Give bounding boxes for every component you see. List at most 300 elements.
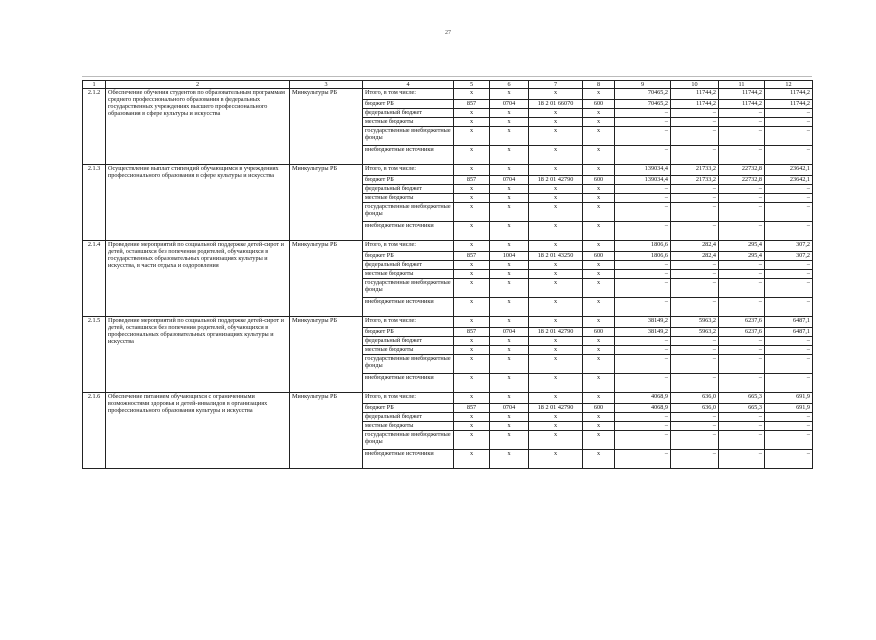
cell-c8: x xyxy=(583,393,615,404)
cell-c11: – xyxy=(719,450,765,469)
cell-c9: 139034,4 xyxy=(615,165,671,176)
column-number: 3 xyxy=(290,81,363,89)
funding-source: государственные внебюджетные фонды xyxy=(363,203,454,222)
funding-source: местные бюджеты xyxy=(363,194,454,203)
column-number-row xyxy=(83,81,813,89)
measure-code: 2.1.5 xyxy=(83,317,106,393)
cell-c6: x xyxy=(490,165,529,176)
cell-c7: x xyxy=(529,450,583,469)
cell-c10: – xyxy=(671,279,719,298)
cell-c9: – xyxy=(615,346,671,355)
cell-c11: 11744,2 xyxy=(719,100,765,109)
funding-source: Итого, в том числе: xyxy=(363,89,454,100)
cell-c9: – xyxy=(615,222,671,241)
cell-c9: – xyxy=(615,298,671,317)
cell-c12: – xyxy=(765,127,813,146)
measure-title: Обеспечение питанием обучающихся с ограниченными возможностями здоровья и детей-инвалидов в организациях профессионального образования культуры и искусства xyxy=(106,393,290,469)
funding-source: внебюджетные источники xyxy=(363,222,454,241)
cell-c5: 857 xyxy=(454,100,490,109)
cell-c6: x xyxy=(490,185,529,194)
cell-c10: – xyxy=(671,261,719,270)
cell-c12: 23642,1 xyxy=(765,176,813,185)
cell-c8: x xyxy=(583,146,615,165)
cell-c10: – xyxy=(671,355,719,374)
cell-c8: x xyxy=(583,431,615,450)
cell-c10: – xyxy=(671,413,719,422)
cell-c6: x xyxy=(490,270,529,279)
cell-c10: 636,0 xyxy=(671,393,719,404)
cell-c11: – xyxy=(719,422,765,431)
cell-c11: 11744,2 xyxy=(719,89,765,100)
cell-c12: 307,2 xyxy=(765,252,813,261)
cell-c9: 70465,2 xyxy=(615,89,671,100)
cell-c10: – xyxy=(671,118,719,127)
cell-c10: – xyxy=(671,270,719,279)
cell-c6: x xyxy=(490,393,529,404)
funding-source: бюджет РБ xyxy=(363,404,454,413)
cell-c12: 11744,2 xyxy=(765,100,813,109)
cell-c11: – xyxy=(719,261,765,270)
cell-c11: – xyxy=(719,185,765,194)
measure-title: Обеспечение обучения студентов по образовательным программам среднего профессионального образования в федеральных государственных учреждениях высшего профессионального образования в сфере культуры и искусства xyxy=(106,89,290,165)
cell-c12: – xyxy=(765,109,813,118)
table-row xyxy=(83,393,813,404)
cell-c11: – xyxy=(719,374,765,393)
cell-c8: x xyxy=(583,203,615,222)
executor: Минкультуры РБ xyxy=(290,317,363,393)
cell-c7: x xyxy=(529,374,583,393)
cell-c7: x xyxy=(529,109,583,118)
page-number: 27 xyxy=(445,30,451,36)
cell-c10: 11744,2 xyxy=(671,89,719,100)
cell-c11: – xyxy=(719,355,765,374)
cell-c5: x xyxy=(454,346,490,355)
cell-c8: x xyxy=(583,346,615,355)
cell-c11: – xyxy=(719,203,765,222)
cell-c12: – xyxy=(765,413,813,422)
cell-c6: x xyxy=(490,146,529,165)
cell-c6: x xyxy=(490,194,529,203)
cell-c8: x xyxy=(583,261,615,270)
cell-c11: – xyxy=(719,298,765,317)
cell-c7: x xyxy=(529,185,583,194)
cell-c7: x xyxy=(529,413,583,422)
cell-c10: 5963,2 xyxy=(671,317,719,328)
cell-c5: x xyxy=(454,261,490,270)
cell-c10: – xyxy=(671,222,719,241)
column-number: 10 xyxy=(671,81,719,89)
cell-c7: x xyxy=(529,355,583,374)
cell-c8: x xyxy=(583,317,615,328)
measure-title: Проведение мероприятий по социальной поддержке детей-сирот и детей, оставшихся без попечения родителей, обучающихся в профессиональных образовательных организациях культуры и искусства xyxy=(106,317,290,393)
cell-c6: 0704 xyxy=(490,328,529,337)
cell-c7: 18 2 01 42790 xyxy=(529,176,583,185)
cell-c8: 600 xyxy=(583,404,615,413)
measure-code: 2.1.3 xyxy=(83,165,106,241)
funding-source: бюджет РБ xyxy=(363,100,454,109)
funding-source: государственные внебюджетные фонды xyxy=(363,279,454,298)
cell-c10: – xyxy=(671,127,719,146)
cell-c6: 0704 xyxy=(490,100,529,109)
cell-c10: – xyxy=(671,185,719,194)
cell-c5: x xyxy=(454,165,490,176)
funding-source: государственные внебюджетные фонды xyxy=(363,127,454,146)
cell-c9: – xyxy=(615,261,671,270)
cell-c8: x xyxy=(583,270,615,279)
cell-c11: 22732,8 xyxy=(719,165,765,176)
cell-c12: 691,9 xyxy=(765,404,813,413)
cell-c7: x xyxy=(529,203,583,222)
cell-c5: x xyxy=(454,317,490,328)
funding-source: Итого, в том числе: xyxy=(363,393,454,404)
cell-c7: x xyxy=(529,317,583,328)
funding-source: местные бюджеты xyxy=(363,346,454,355)
cell-c6: x xyxy=(490,374,529,393)
cell-c11: 665,3 xyxy=(719,404,765,413)
cell-c9: 1806,6 xyxy=(615,241,671,252)
cell-c5: x xyxy=(454,146,490,165)
cell-c10: – xyxy=(671,298,719,317)
cell-c12: – xyxy=(765,337,813,346)
cell-c10: 282,4 xyxy=(671,241,719,252)
cell-c9: 4068,9 xyxy=(615,393,671,404)
cell-c10: – xyxy=(671,337,719,346)
cell-c11: 6237,6 xyxy=(719,317,765,328)
cell-c7: x xyxy=(529,393,583,404)
cell-c9: – xyxy=(615,146,671,165)
table-row xyxy=(83,89,813,100)
cell-c12: – xyxy=(765,261,813,270)
cell-c11: – xyxy=(719,346,765,355)
cell-c12: – xyxy=(765,450,813,469)
cell-c6: 1004 xyxy=(490,252,529,261)
measure-title: Проведение мероприятий по социальной поддержке детей-сирот и детей, оставшихся без попечения родителей, обучающихся в государственных образовательных организациях культуры и искусства, в части отдыха и оздоровления xyxy=(106,241,290,317)
cell-c12: 691,9 xyxy=(765,393,813,404)
cell-c5: x xyxy=(454,185,490,194)
cell-c5: x xyxy=(454,298,490,317)
cell-c12: 307,2 xyxy=(765,241,813,252)
cell-c5: x xyxy=(454,422,490,431)
funding-source: бюджет РБ xyxy=(363,176,454,185)
cell-c5: x xyxy=(454,89,490,100)
cell-c11: – xyxy=(719,413,765,422)
cell-c5: x xyxy=(454,270,490,279)
cell-c7: x xyxy=(529,118,583,127)
cell-c5: x xyxy=(454,413,490,422)
cell-c10: – xyxy=(671,203,719,222)
cell-c5: x xyxy=(454,222,490,241)
measure-code: 2.1.6 xyxy=(83,393,106,469)
cell-c9: – xyxy=(615,337,671,346)
funding-source: бюджет РБ xyxy=(363,252,454,261)
funding-source: Итого, в том числе: xyxy=(363,165,454,176)
cell-c11: – xyxy=(719,146,765,165)
column-number: 1 xyxy=(83,81,106,89)
column-number: 9 xyxy=(615,81,671,89)
cell-c6: x xyxy=(490,337,529,346)
cell-c9: 38149,2 xyxy=(615,317,671,328)
funding-source: местные бюджеты xyxy=(363,118,454,127)
cell-c5: 857 xyxy=(454,328,490,337)
executor: Минкультуры РБ xyxy=(290,393,363,469)
cell-c7: 18 2 01 66070 xyxy=(529,100,583,109)
cell-c11: 295,4 xyxy=(719,252,765,261)
cell-c7: x xyxy=(529,127,583,146)
cell-c11: – xyxy=(719,279,765,298)
cell-c9: – xyxy=(615,355,671,374)
measure-title: Осуществление выплат стипендий обучающимся в учреждениях профессионального образования в сфере культуры и искусства xyxy=(106,165,290,241)
cell-c8: x xyxy=(583,185,615,194)
cell-c5: x xyxy=(454,203,490,222)
cell-c12: – xyxy=(765,355,813,374)
cell-c7: 18 2 01 42790 xyxy=(529,404,583,413)
cell-c11: – xyxy=(719,431,765,450)
cell-c5: x xyxy=(454,127,490,146)
cell-c6: x xyxy=(490,450,529,469)
cell-c10: – xyxy=(671,431,719,450)
cell-c12: – xyxy=(765,431,813,450)
cell-c8: x xyxy=(583,127,615,146)
funding-source: федеральный бюджет xyxy=(363,413,454,422)
cell-c5: x xyxy=(454,374,490,393)
cell-c12: – xyxy=(765,203,813,222)
cell-c7: x xyxy=(529,422,583,431)
measure-code: 2.1.2 xyxy=(83,89,106,165)
cell-c9: – xyxy=(615,118,671,127)
cell-c6: x xyxy=(490,413,529,422)
cell-c8: x xyxy=(583,337,615,346)
cell-c9: – xyxy=(615,185,671,194)
cell-c6: x xyxy=(490,109,529,118)
measure-code: 2.1.4 xyxy=(83,241,106,317)
cell-c12: 6487,1 xyxy=(765,328,813,337)
cell-c8: x xyxy=(583,118,615,127)
cell-c7: x xyxy=(529,146,583,165)
cell-c6: x xyxy=(490,241,529,252)
cell-c6: x xyxy=(490,346,529,355)
funding-source: федеральный бюджет xyxy=(363,261,454,270)
column-number: 2 xyxy=(106,81,290,89)
cell-c7: x xyxy=(529,261,583,270)
cell-c9: – xyxy=(615,270,671,279)
cell-c10: 5963,2 xyxy=(671,328,719,337)
cell-c12: – xyxy=(765,146,813,165)
cell-c11: – xyxy=(719,127,765,146)
cell-c10: 21733,2 xyxy=(671,176,719,185)
funding-source: внебюджетные источники xyxy=(363,450,454,469)
cell-c12: – xyxy=(765,374,813,393)
funding-source: федеральный бюджет xyxy=(363,109,454,118)
cell-c12: 23642,1 xyxy=(765,165,813,176)
cell-c9: 4068,9 xyxy=(615,404,671,413)
cell-c8: x xyxy=(583,355,615,374)
column-number: 7 xyxy=(529,81,583,89)
cell-c11: – xyxy=(719,109,765,118)
cell-c12: – xyxy=(765,222,813,241)
cell-c10: 282,4 xyxy=(671,252,719,261)
table-row xyxy=(83,165,813,176)
budget-table xyxy=(82,80,813,469)
cell-c8: x xyxy=(583,109,615,118)
cell-c8: x xyxy=(583,222,615,241)
cell-c11: – xyxy=(719,270,765,279)
column-number: 12 xyxy=(765,81,813,89)
cell-c9: – xyxy=(615,374,671,393)
column-number: 5 xyxy=(454,81,490,89)
cell-c5: 857 xyxy=(454,252,490,261)
cell-c8: 600 xyxy=(583,328,615,337)
cell-c9: – xyxy=(615,431,671,450)
cell-c7: 18 2 01 43250 xyxy=(529,252,583,261)
funding-source: государственные внебюджетные фонды xyxy=(363,431,454,450)
cell-c10: 11744,2 xyxy=(671,100,719,109)
column-number: 8 xyxy=(583,81,615,89)
cell-c12: 6487,1 xyxy=(765,317,813,328)
cell-c10: – xyxy=(671,374,719,393)
cell-c11: – xyxy=(719,337,765,346)
cell-c5: x xyxy=(454,393,490,404)
cell-c7: x xyxy=(529,241,583,252)
cell-c7: x xyxy=(529,89,583,100)
funding-source: внебюджетные источники xyxy=(363,298,454,317)
cell-c12: – xyxy=(765,185,813,194)
cell-c12: – xyxy=(765,346,813,355)
budget-table-body xyxy=(83,81,813,469)
cell-c5: 857 xyxy=(454,176,490,185)
cell-c12: – xyxy=(765,118,813,127)
cell-c10: – xyxy=(671,109,719,118)
cell-c6: x xyxy=(490,127,529,146)
cell-c11: – xyxy=(719,194,765,203)
cell-c7: x xyxy=(529,337,583,346)
funding-source: местные бюджеты xyxy=(363,270,454,279)
cell-c9: – xyxy=(615,422,671,431)
cell-c12: – xyxy=(765,194,813,203)
cell-c6: x xyxy=(490,317,529,328)
cell-c12: – xyxy=(765,422,813,431)
cell-c11: 295,4 xyxy=(719,241,765,252)
cell-c7: x xyxy=(529,298,583,317)
cell-c5: x xyxy=(454,241,490,252)
column-number: 6 xyxy=(490,81,529,89)
cell-c7: x xyxy=(529,279,583,298)
cell-c8: x xyxy=(583,298,615,317)
funding-source: федеральный бюджет xyxy=(363,185,454,194)
cell-c6: x xyxy=(490,422,529,431)
cell-c7: x xyxy=(529,222,583,241)
executor: Минкультуры РБ xyxy=(290,241,363,317)
cell-c8: x xyxy=(583,422,615,431)
funding-source: внебюджетные источники xyxy=(363,374,454,393)
cell-c8: 600 xyxy=(583,176,615,185)
cell-c10: – xyxy=(671,450,719,469)
cell-c6: x xyxy=(490,298,529,317)
funding-source: Итого, в том числе: xyxy=(363,317,454,328)
cell-c10: – xyxy=(671,346,719,355)
cell-c8: x xyxy=(583,89,615,100)
funding-source: федеральный бюджет xyxy=(363,337,454,346)
cell-c9: 70465,2 xyxy=(615,100,671,109)
cell-c6: x xyxy=(490,261,529,270)
funding-source: государственные внебюджетные фонды xyxy=(363,355,454,374)
cell-c12: – xyxy=(765,270,813,279)
cell-c8: x xyxy=(583,450,615,469)
column-number: 11 xyxy=(719,81,765,89)
cell-c5: x xyxy=(454,431,490,450)
cell-c6: x xyxy=(490,89,529,100)
page-header-rule xyxy=(82,76,812,77)
cell-c7: x xyxy=(529,165,583,176)
cell-c9: 38149,2 xyxy=(615,328,671,337)
cell-c7: x xyxy=(529,431,583,450)
cell-c8: 600 xyxy=(583,100,615,109)
cell-c8: x xyxy=(583,241,615,252)
table-row xyxy=(83,241,813,252)
cell-c10: – xyxy=(671,194,719,203)
funding-source: внебюджетные источники xyxy=(363,146,454,165)
cell-c11: – xyxy=(719,222,765,241)
cell-c5: x xyxy=(454,194,490,203)
cell-c9: – xyxy=(615,450,671,469)
cell-c9: 139034,4 xyxy=(615,176,671,185)
cell-c11: 6237,6 xyxy=(719,328,765,337)
cell-c6: x xyxy=(490,118,529,127)
cell-c9: – xyxy=(615,127,671,146)
cell-c11: 22732,8 xyxy=(719,176,765,185)
cell-c6: x xyxy=(490,431,529,450)
executor: Минкультуры РБ xyxy=(290,165,363,241)
cell-c6: x xyxy=(490,222,529,241)
cell-c5: 857 xyxy=(454,404,490,413)
cell-c5: x xyxy=(454,109,490,118)
cell-c5: x xyxy=(454,279,490,298)
funding-source: Итого, в том числе: xyxy=(363,241,454,252)
cell-c10: – xyxy=(671,146,719,165)
funding-source: местные бюджеты xyxy=(363,422,454,431)
cell-c6: 0704 xyxy=(490,404,529,413)
cell-c11: – xyxy=(719,118,765,127)
funding-source: бюджет РБ xyxy=(363,328,454,337)
table-row xyxy=(83,317,813,328)
cell-c10: 21733,2 xyxy=(671,165,719,176)
cell-c5: x xyxy=(454,450,490,469)
cell-c9: – xyxy=(615,194,671,203)
cell-c9: – xyxy=(615,413,671,422)
cell-c8: x xyxy=(583,413,615,422)
cell-c7: x xyxy=(529,270,583,279)
column-number: 4 xyxy=(363,81,454,89)
cell-c9: – xyxy=(615,109,671,118)
cell-c10: 636,0 xyxy=(671,404,719,413)
cell-c11: 665,3 xyxy=(719,393,765,404)
cell-c8: x xyxy=(583,279,615,298)
cell-c6: 0704 xyxy=(490,176,529,185)
cell-c9: – xyxy=(615,203,671,222)
cell-c6: x xyxy=(490,355,529,374)
executor: Минкультуры РБ xyxy=(290,89,363,165)
cell-c5: x xyxy=(454,355,490,374)
cell-c6: x xyxy=(490,279,529,298)
cell-c9: 1806,6 xyxy=(615,252,671,261)
cell-c10: – xyxy=(671,422,719,431)
cell-c8: x xyxy=(583,194,615,203)
cell-c7: 18 2 01 42790 xyxy=(529,328,583,337)
cell-c7: x xyxy=(529,194,583,203)
cell-c12: – xyxy=(765,279,813,298)
cell-c8: x xyxy=(583,374,615,393)
cell-c8: 600 xyxy=(583,252,615,261)
cell-c8: x xyxy=(583,165,615,176)
